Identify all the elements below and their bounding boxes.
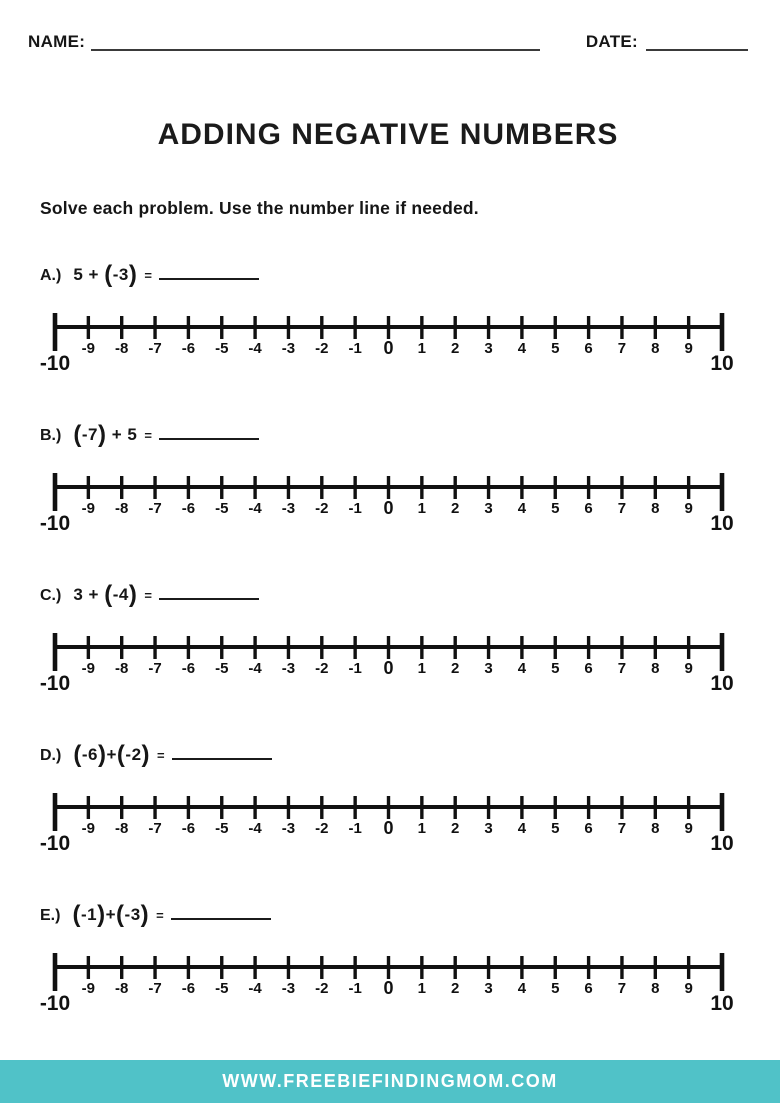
number-line: [28, 467, 740, 537]
tick-label: -6: [181, 980, 196, 997]
tick-label: 6: [584, 660, 593, 677]
tick-label: 9: [684, 660, 693, 677]
number-line: [28, 947, 740, 1017]
tick-label: -3: [281, 340, 296, 357]
problem-section: [28, 261, 748, 425]
tick-label: 5: [551, 340, 560, 357]
close-paren: ): [97, 741, 107, 768]
tick-label: 7: [617, 820, 627, 837]
answer-blank[interactable]: [172, 747, 272, 760]
tick-label: 9: [684, 340, 693, 357]
tick-label: -8: [115, 820, 129, 837]
tick-label: -10: [39, 352, 71, 375]
tick-label: -2: [315, 340, 329, 357]
name-input-line[interactable]: [91, 35, 540, 51]
tick-label: 9: [684, 500, 693, 517]
close-paren: ): [97, 901, 106, 928]
tick-label: 7: [617, 340, 627, 357]
tick-label: -5: [215, 980, 229, 997]
open-paren: (: [73, 421, 82, 448]
tick-label: 4: [517, 660, 527, 677]
number-line: [28, 307, 740, 377]
tick-label: -7: [148, 660, 162, 677]
tick-label: -1: [348, 500, 362, 517]
tick-label: 4: [517, 340, 527, 357]
tick-label: 0: [383, 498, 394, 518]
open-paren: (: [116, 901, 125, 928]
tick-label: -5: [215, 660, 229, 677]
problem-expression: (-1)+(-3): [72, 901, 150, 928]
tick-label: -6: [181, 340, 196, 357]
tick-label: -4: [248, 340, 262, 357]
tick-label: 0: [383, 818, 394, 838]
tick-label: 5: [551, 500, 560, 517]
answer-blank[interactable]: [159, 267, 259, 280]
open-paren: (: [116, 741, 126, 768]
date-input-line[interactable]: [646, 35, 748, 51]
tick-label: -3: [281, 980, 296, 997]
tick-label: -2: [315, 820, 329, 837]
tick-label: 2: [451, 820, 460, 837]
tick-label: 7: [617, 660, 627, 677]
tick-label: -9: [81, 660, 96, 677]
tick-label: -6: [181, 500, 196, 517]
problem-section: [28, 901, 748, 1065]
tick-label: 1: [417, 500, 427, 517]
tick-label: -7: [148, 340, 162, 357]
problem-expression: (-7) + 5: [73, 421, 138, 448]
answer-blank[interactable]: [171, 907, 271, 920]
tick-label: 8: [651, 340, 660, 357]
problem-label: E.): [40, 907, 61, 924]
tick-label: -9: [81, 500, 96, 517]
tick-label: -8: [115, 660, 129, 677]
problem-row: [40, 741, 748, 771]
problem-label: A.): [40, 267, 62, 284]
tick-label: 2: [451, 340, 460, 357]
equals-sign: =: [144, 428, 152, 443]
tick-label: 2: [451, 980, 460, 997]
tick-label: -9: [81, 980, 96, 997]
tick-label: -6: [181, 660, 196, 677]
page-title: ADDING NEGATIVE NUMBERS: [157, 118, 619, 151]
answer-blank[interactable]: [159, 427, 259, 440]
tick-label: 3: [484, 980, 493, 997]
open-paren: (: [104, 261, 113, 288]
tick-label: -10: [39, 832, 71, 855]
tick-label: -4: [248, 820, 262, 837]
tick-label: -2: [315, 500, 329, 517]
tick-label: -3: [281, 500, 296, 517]
tick-label: 2: [451, 660, 460, 677]
tick-label: -7: [148, 980, 162, 997]
tick-label: -8: [115, 980, 129, 997]
tick-label: -4: [248, 980, 262, 997]
number-line: [28, 787, 740, 857]
tick-label: 10: [710, 512, 734, 535]
equals-sign: =: [144, 588, 152, 603]
tick-label: -4: [248, 660, 262, 677]
tick-label: -7: [148, 500, 162, 517]
problem-section: [28, 421, 748, 585]
tick-label: -1: [348, 820, 362, 837]
problem-section: [28, 581, 748, 745]
tick-label: 9: [684, 980, 693, 997]
tick-label: 8: [651, 500, 660, 517]
tick-label: 3: [484, 500, 493, 517]
equals-sign: =: [144, 268, 152, 283]
problem-expression: 5 + (-3): [73, 261, 138, 288]
tick-label: 4: [517, 820, 527, 837]
tick-label: 8: [651, 980, 660, 997]
tick-label: 1: [417, 660, 427, 677]
open-paren: (: [72, 901, 81, 928]
footer-bar: [0, 1060, 780, 1103]
problem-row: [40, 261, 748, 291]
close-paren: ): [128, 581, 138, 608]
problems-list: [28, 261, 748, 1065]
problem-label: D.): [40, 747, 62, 764]
tick-label: 5: [551, 660, 560, 677]
tick-label: 1: [417, 820, 427, 837]
header: [28, 32, 748, 52]
tick-label: 6: [584, 340, 593, 357]
tick-label: 7: [617, 500, 627, 517]
tick-label: -1: [348, 340, 362, 357]
tick-label: -7: [148, 820, 162, 837]
tick-label: -8: [115, 340, 129, 357]
open-paren: (: [73, 741, 82, 768]
tick-label: -2: [315, 980, 329, 997]
tick-label: 7: [617, 980, 627, 997]
number-line: [28, 627, 740, 697]
open-paren: (: [104, 581, 113, 608]
problem-row: [40, 901, 748, 931]
problem-row: [40, 421, 748, 451]
close-paren: ): [141, 741, 151, 768]
tick-label: 1: [417, 340, 427, 357]
equals-sign: =: [157, 748, 165, 763]
footer-website-link[interactable]: WWW.FREEBIEFINDINGMOM.COM: [222, 1071, 558, 1091]
tick-label: 3: [484, 820, 493, 837]
tick-label: 4: [517, 980, 527, 997]
close-paren: ): [140, 901, 150, 928]
tick-label: 5: [551, 980, 560, 997]
tick-label: 0: [383, 978, 394, 998]
tick-label: 0: [383, 658, 394, 678]
tick-label: 10: [710, 992, 734, 1015]
tick-label: -1: [348, 660, 362, 677]
tick-label: 8: [651, 820, 660, 837]
tick-label: -5: [215, 820, 229, 837]
tick-label: -6: [181, 820, 196, 837]
tick-label: -10: [39, 672, 71, 695]
tick-label: 1: [417, 980, 427, 997]
close-paren: ): [97, 421, 107, 448]
tick-label: -10: [39, 992, 71, 1015]
tick-label: 5: [551, 820, 560, 837]
tick-label: -8: [115, 500, 129, 517]
problem-row: [40, 581, 748, 611]
tick-label: 6: [584, 980, 593, 997]
tick-label: -5: [215, 340, 229, 357]
tick-label: -5: [215, 500, 229, 517]
tick-label: 3: [484, 340, 493, 357]
problem-expression: 3 + (-4): [73, 581, 138, 608]
tick-label: -3: [281, 820, 296, 837]
close-paren: ): [128, 261, 138, 288]
tick-label: 6: [584, 500, 593, 517]
tick-label: -4: [248, 500, 262, 517]
name-label: NAME:: [28, 32, 86, 51]
tick-label: -9: [81, 820, 96, 837]
tick-label: -9: [81, 340, 96, 357]
instructions-text: Solve each problem. Use the number line if needed.: [40, 198, 479, 218]
tick-label: 10: [710, 832, 734, 855]
problem-label: B.): [40, 427, 62, 444]
tick-label: 10: [710, 352, 734, 375]
tick-label: 2: [451, 500, 460, 517]
tick-label: -10: [39, 512, 71, 535]
problem-expression: (-6)+(-2): [73, 741, 151, 768]
problem-label: C.): [40, 587, 62, 604]
tick-label: 9: [684, 820, 693, 837]
tick-label: 4: [517, 500, 527, 517]
tick-label: -1: [348, 980, 362, 997]
tick-label: 6: [584, 820, 593, 837]
tick-label: -3: [281, 660, 296, 677]
answer-blank[interactable]: [159, 587, 259, 600]
tick-label: 10: [710, 672, 734, 695]
tick-label: -2: [315, 660, 329, 677]
date-label: DATE:: [585, 32, 638, 51]
equals-sign: =: [156, 908, 164, 923]
problem-section: [28, 741, 748, 905]
tick-label: 0: [383, 338, 394, 358]
tick-label: 8: [651, 660, 660, 677]
tick-label: 3: [484, 660, 493, 677]
